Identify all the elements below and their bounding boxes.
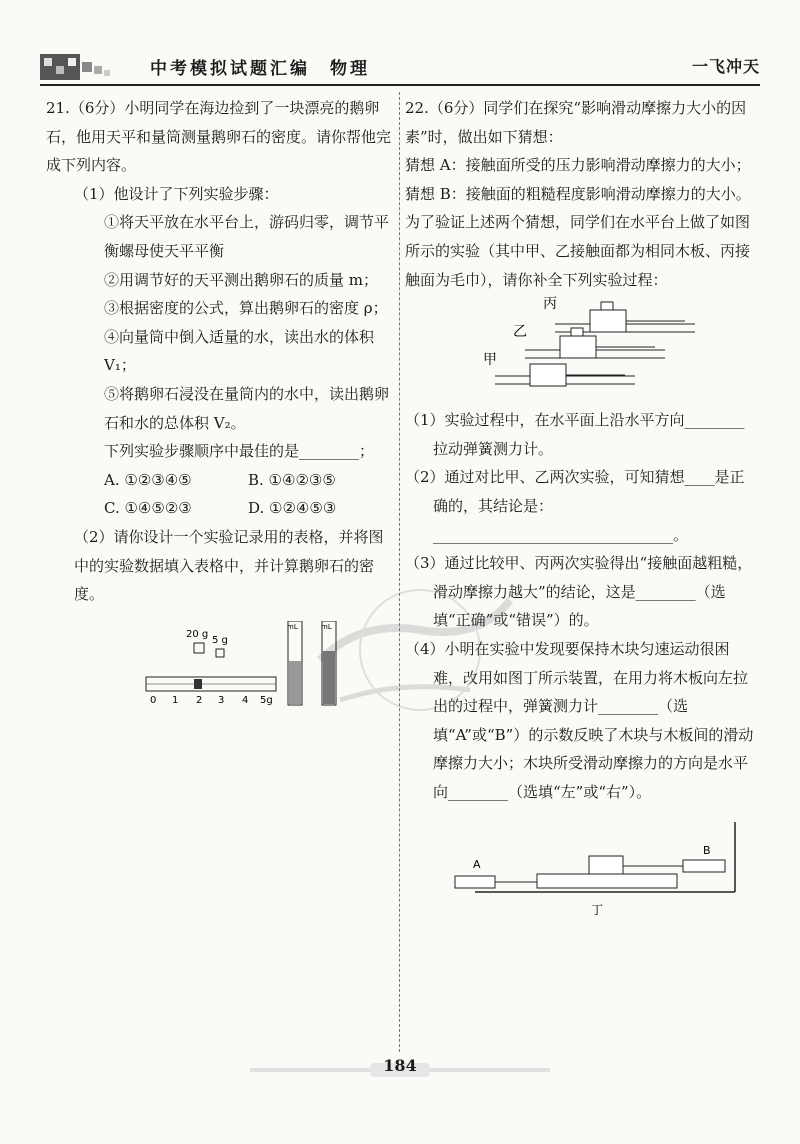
cylinder2-unit: mL xyxy=(321,622,332,631)
q22-intro: 为了验证上述两个猜想，同学们在水平台上做了如图所示的实验（其中甲、乙接触面都为相同木板、丙接触面为毛巾），请你补全下列实验过程： xyxy=(405,213,751,289)
q21-option-b: B. ①④②③⑤ xyxy=(248,470,336,489)
fig-label-yi: 乙 xyxy=(513,324,527,341)
header-brand-logo: 一飞冲天 xyxy=(691,57,760,76)
spring-scale-b-label: B xyxy=(703,844,711,858)
friction-board-figure-ding xyxy=(405,822,755,922)
header-pattern-icon xyxy=(40,52,140,82)
q21-options-row1 xyxy=(46,466,392,495)
q22-part4: （4）小明在实验中发现要保持木块匀速运动很困难，改用如图丁所示装置，在用力将木板向左拉出的过程中，弹簧测力计________（选填“A”或“B”）的示数反映了木块与木板间的滑动摩擦力大小；木块所受滑动摩擦力的方向是水平向________（选填“左”或“右”）。 xyxy=(405,639,754,801)
q22-guess-a: 猜想 A：接触面所受的压力影响滑动摩擦力的大小； xyxy=(405,156,751,175)
question-22 xyxy=(405,94,755,922)
q21-option-d: D. ①②④⑤③ xyxy=(248,499,337,518)
spring-scale-a-label: A xyxy=(473,858,481,872)
scale-tick-3: 3 xyxy=(218,694,225,706)
scale-tick-5: 5g xyxy=(260,694,273,706)
page-number: 184 xyxy=(383,1056,417,1075)
page-header xyxy=(40,48,760,86)
friction-experiment-figure xyxy=(405,294,755,406)
weight-20g-label: 20 g xyxy=(186,628,209,640)
cylinder1-unit: mL xyxy=(287,622,298,631)
q21-part1-intro: （1）他设计了下列实验步骤： xyxy=(74,184,279,203)
q21-step-1: ①将天平放在水平台上，游码归零，调节平衡螺母使天平平衡 xyxy=(104,213,390,260)
scale-tick-1: 1 xyxy=(172,694,179,706)
q21-option-c: C. ①④⑤②③ xyxy=(104,499,192,518)
figure-caption-ding: 丁 xyxy=(591,903,604,918)
scale-tick-4: 4 xyxy=(242,694,249,706)
q21-step-3: ③根据密度的公式，算出鹅卵石的密度 ρ； xyxy=(104,299,388,318)
scale-tick-2: 2 xyxy=(196,694,203,706)
q21-step-4: ④向量筒中倒入适量的水，读出水的体积 V₁； xyxy=(104,327,375,375)
scale-tick-0: 0 xyxy=(150,694,157,706)
q22-stem: 22.（6分）同学们在探究“影响滑动摩擦力大小的因素”时，做出如下猜想： xyxy=(405,99,747,146)
question-21 xyxy=(46,94,392,731)
weight-5g-label: 5 g xyxy=(212,634,228,646)
balance-and-cylinder-figure xyxy=(46,621,392,731)
q22-part1: （1）实验过程中，在水平面上沿水平方向________拉动弹簧测力计。 xyxy=(405,411,745,458)
q21-step-2: ②用调节好的天平测出鹅卵石的质量 m； xyxy=(104,270,378,289)
q21-option-a: A. ①②③④⑤ xyxy=(104,470,192,489)
q21-order-question: 下列实验步骤顺序中最佳的是________； xyxy=(104,442,375,461)
q22-part2: （2）通过对比甲、乙两次实验，可知猜想____是正确的，其结论是：________________________________。 xyxy=(405,468,745,544)
fig-label-jia: 甲 xyxy=(483,352,497,369)
header-title: 中考模拟试题汇编 物理 xyxy=(150,59,370,79)
q22-part3: （3）通过比较甲、丙两次实验得出“接触面越粗糙，滑动摩擦力越大”的结论，这是________（选填“正确”或“错误”）的。 xyxy=(405,554,753,630)
q21-part2: （2）请你设计一个实验记录用的表格，并将图中的实验数据填入表格中，并计算鹅卵石的密度。 xyxy=(74,527,384,604)
q21-options-row2 xyxy=(46,494,392,523)
q21-stem: 21.（6分）小明同学在海边捡到了一块漂亮的鹅卵石，他用天平和量筒测量鹅卵石的密度。请你帮他完成下列内容。 xyxy=(46,99,392,175)
q21-step-5: ⑤将鹅卵石浸没在量筒内的水中，读出鹅卵石和水的总体积 V₂。 xyxy=(104,384,390,432)
q22-guess-b: 猜想 B：接触面的粗糙程度影响滑动摩擦力的大小。 xyxy=(405,184,751,203)
fig-label-bing: 丙 xyxy=(543,296,557,313)
